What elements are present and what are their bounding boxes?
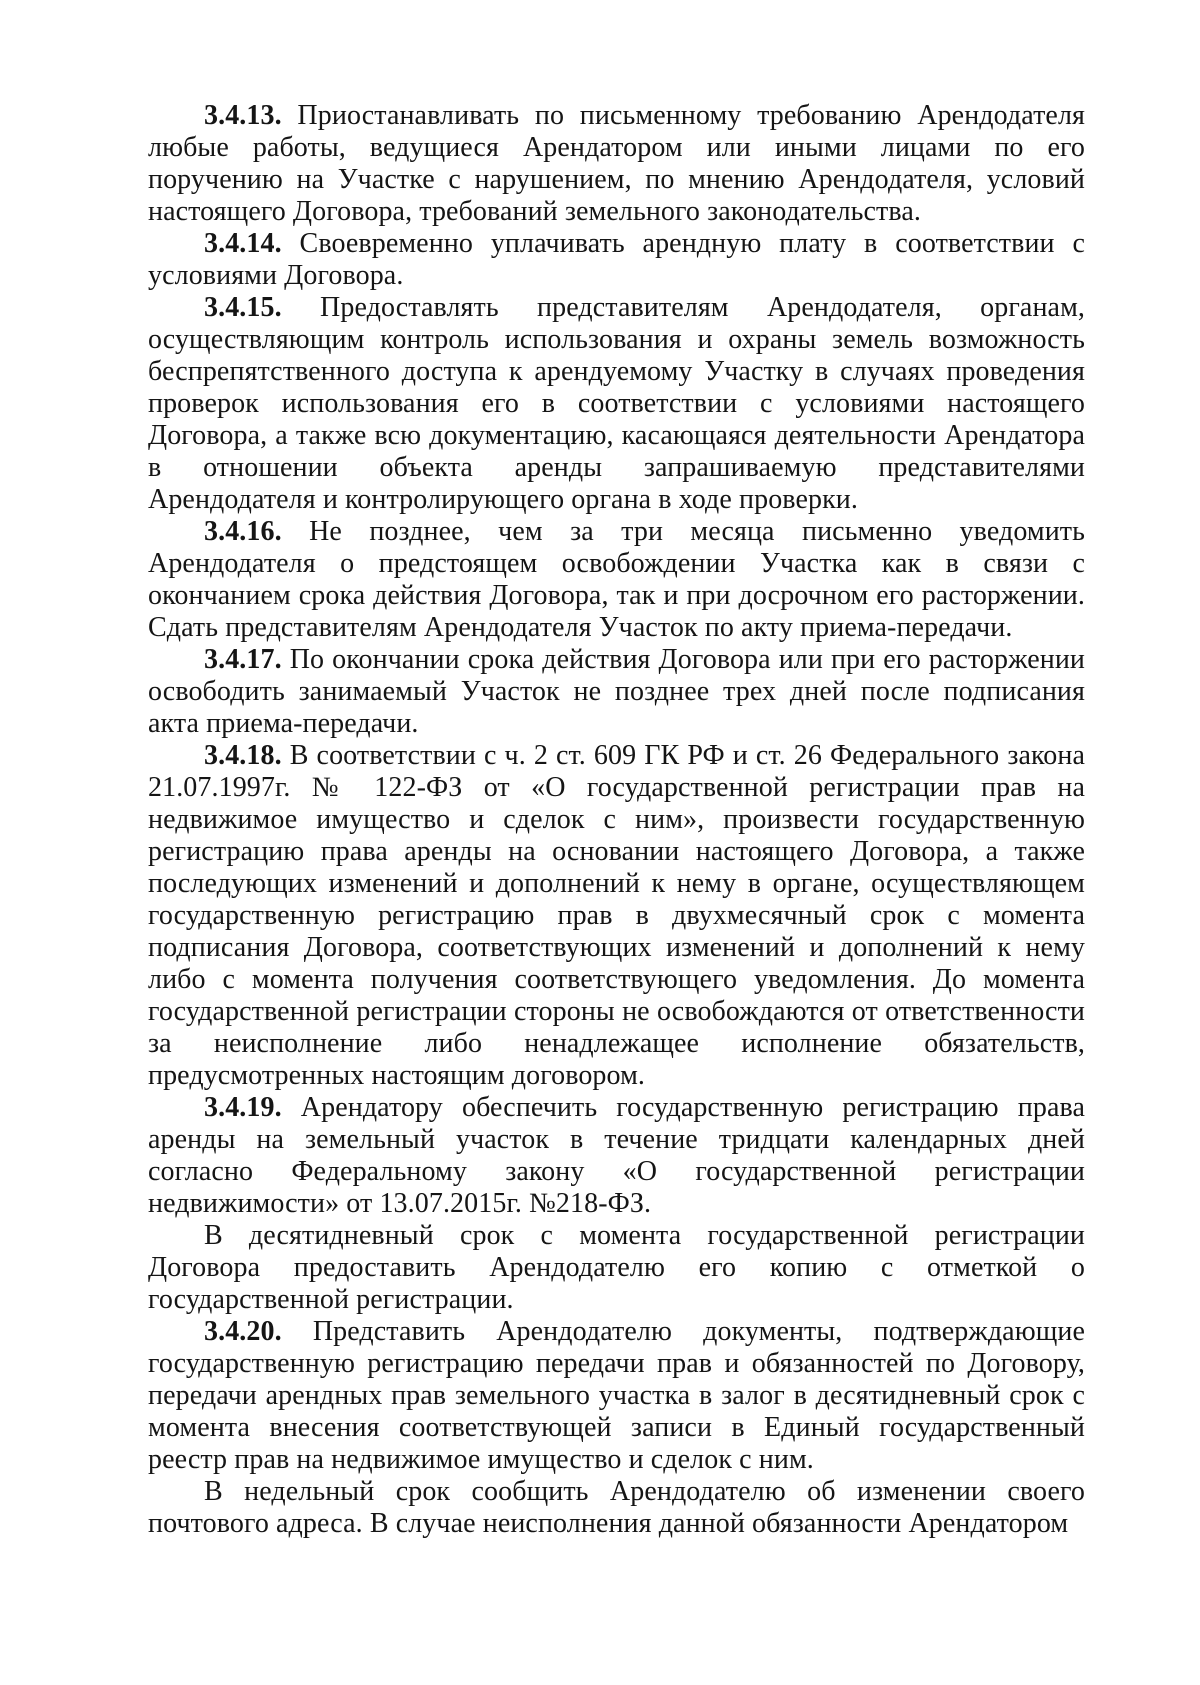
clause-number: 3.4.14. — [204, 228, 282, 259]
clause-3-4-20-continuation — [148, 1476, 1085, 1540]
clause-number: 3.4.18. — [204, 740, 282, 771]
clause-text: В десятидневный срок с момента государственной регистрации Договора предоставить Арендодателю его копию с отметкой о государственной регистрации. — [148, 1220, 1085, 1315]
clause-3-4-13 — [148, 100, 1085, 228]
clause-text: По окончании срока действия Договора или при его расторжении освободить занимаемый Участок не позднее трех дней после подписания акта приема-передачи. — [148, 644, 1085, 739]
clause-3-4-17 — [148, 644, 1085, 740]
clause-text: Арендатору обеспечить государственную регистрацию права аренды на земельный участок в течение тридцати календарных дней согласно Федеральному закону «О государственной регистрации недвижимости» от 13.07.2015г. №218-ФЗ. — [148, 1092, 1085, 1219]
clause-3-4-15 — [148, 292, 1085, 516]
clause-number: 3.4.20. — [204, 1316, 282, 1347]
clause-number: 3.4.15. — [204, 292, 282, 323]
clause-text: Не позднее, чем за три месяца письменно уведомить Арендодателя о предстоящем освобождении Участка как в связи с окончанием срока действия Договора, так и при досрочном его расторжении. Сдать представителям Арендодателя Участок по акту приема-передачи. — [148, 516, 1085, 643]
clause-3-4-20 — [148, 1316, 1085, 1476]
clause-text: В соответствии с ч. 2 ст. 609 ГК РФ и ст. 26 Федерального закона 21.07.1997г. № 122-ФЗ от «О государственной регистрации прав на недвижимое имущество и сделок с ним», произвести государственную регистрацию права аренды на основании настоящего Договора, а также последующих изменений и дополнений к нему в органе, осуществляющем государственную регистрацию прав в двухмесячный срок с момента подписания Договора, соответствующих изменений и дополнений к нему либо с момента получения соответствующего уведомления. До момента государственной регистрации стороны не освобождаются от ответственности за неисполнение либо ненадлежащее исполнение обязательств, предусмотренных настоящим договором. — [148, 740, 1085, 1091]
clause-text: В недельный срок сообщить Арендодателю об изменении своего почтового адреса. В случае неисполнения данной обязанности Арендатором — [148, 1476, 1085, 1539]
clause-number: 3.4.17. — [204, 644, 282, 675]
clause-3-4-16 — [148, 516, 1085, 644]
clause-number: 3.4.19. — [204, 1092, 282, 1123]
clause-text: Представить Арендодателю документы, подтверждающие государственную регистрацию передачи прав и обязанностей по Договору, передачи арендных прав земельного участка в залог в десятидневный срок с момента внесения соответствующей записи в Единый государственный реестр прав на недвижимое имущество и сделок с ним. — [148, 1316, 1085, 1475]
clause-number: 3.4.16. — [204, 516, 282, 547]
clause-3-4-18 — [148, 740, 1085, 1092]
clause-3-4-14 — [148, 228, 1085, 292]
clause-number: 3.4.13. — [204, 100, 282, 131]
clause-text: Своевременно уплачивать арендную плату в соответствии с условиями Договора. — [148, 228, 1085, 291]
clause-3-4-19 — [148, 1092, 1085, 1220]
clause-text: Предоставлять представителям Арендодателя, органам, осуществляющим контроль использования и охраны земель возможность беспрепятственного доступа к арендуемому Участку в случаях проведения проверок использования его в соответствии с условиями настоящего Договора, а также всю документацию, касающаяся деятельности Арендатора в отношении объекта аренды запрашиваемую представителями Арендодателя и контролирующего органа в ходе проверки. — [148, 292, 1085, 515]
clause-text: Приостанавливать по письменному требованию Арендодателя любые работы, ведущиеся Арендатором или иными лицами по его поручению на Участке с нарушением, по мнению Арендодателя, условий настоящего Договора, требований земельного законодательства. — [148, 100, 1085, 227]
clause-3-4-19-continuation — [148, 1220, 1085, 1316]
